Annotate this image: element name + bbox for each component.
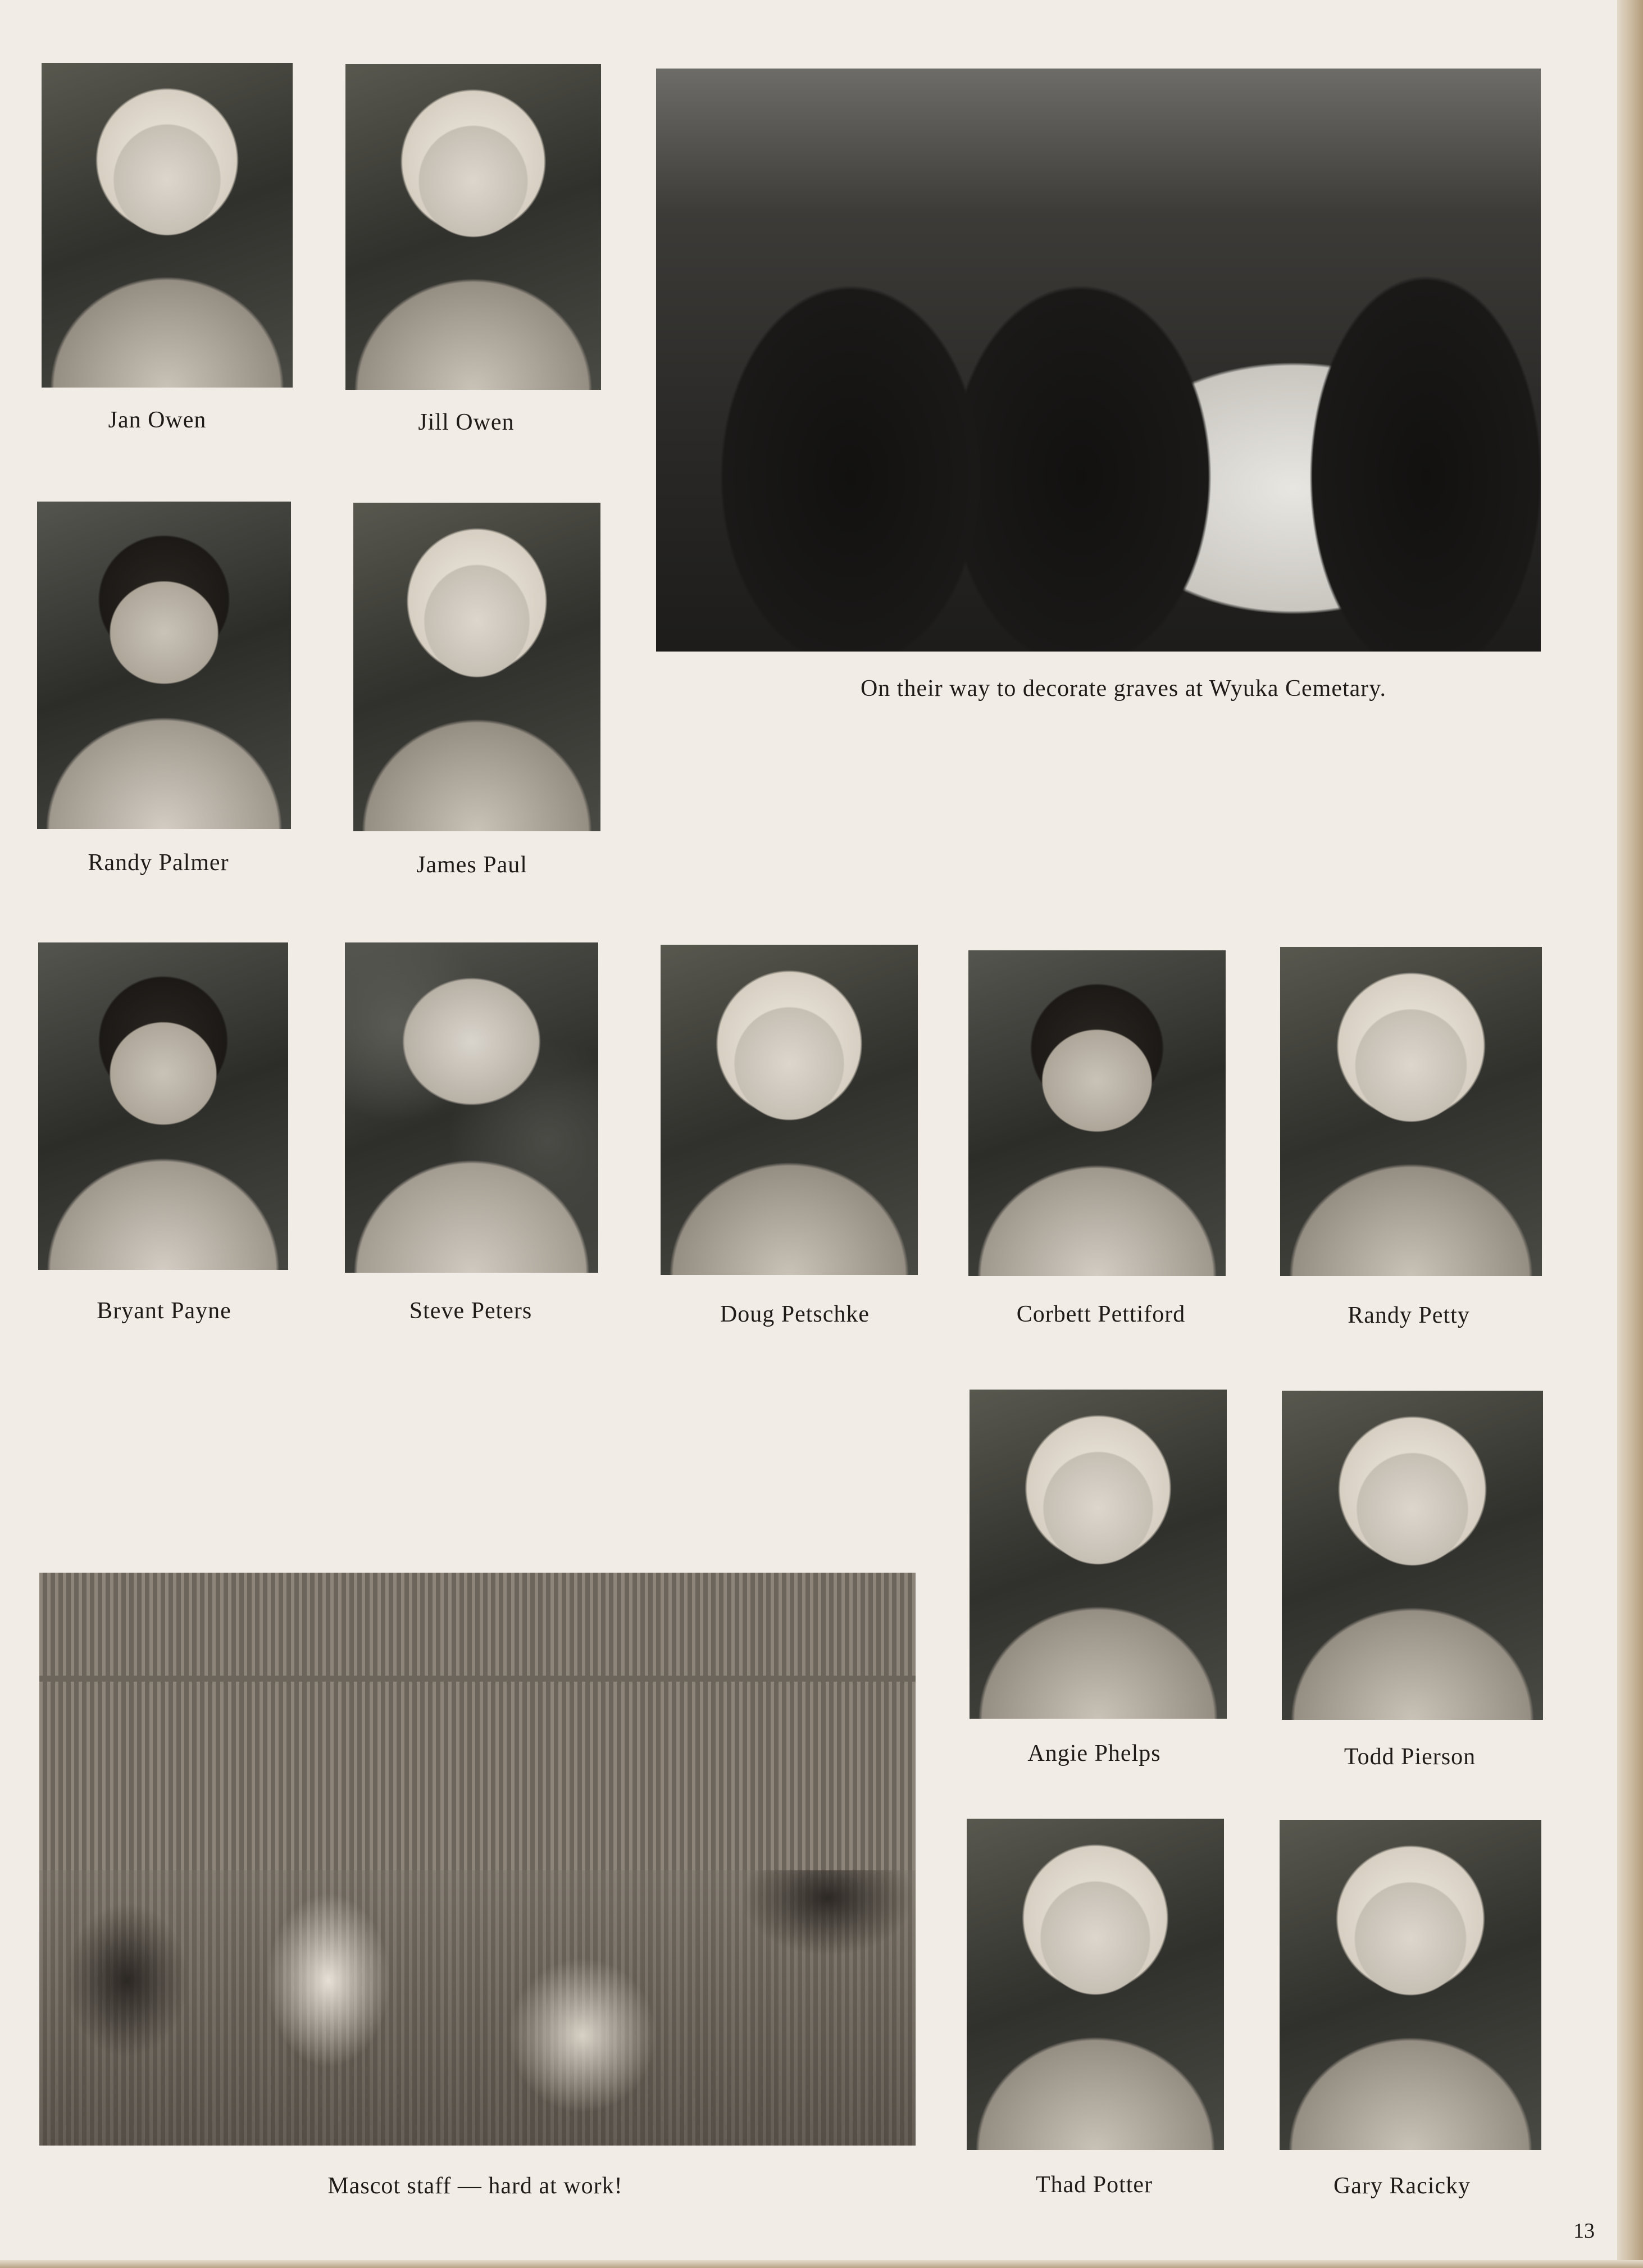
- portrait-photo: [345, 942, 598, 1273]
- portrait-caption: Thad Potter: [1035, 2172, 1153, 2198]
- portrait-photo: [37, 502, 291, 829]
- portrait-caption: Bryant Payne: [97, 1298, 231, 1324]
- portrait-photo: [353, 503, 600, 831]
- group-photo-cemetery: [656, 69, 1541, 652]
- portrait-photo: [970, 1390, 1227, 1719]
- page-edge: [1617, 0, 1643, 2268]
- portrait-caption: Steve Peters: [409, 1298, 533, 1324]
- portrait-photo: [42, 63, 293, 388]
- portrait-photo: [1282, 1391, 1543, 1720]
- portrait-photo: [38, 942, 288, 1270]
- portrait-caption: Corbett Pettiford: [1016, 1301, 1186, 1327]
- portrait-caption: Gary Racicky: [1333, 2173, 1471, 2199]
- portrait-caption: Randy Palmer: [88, 850, 229, 876]
- group-photo-caption: Mascot staff — hard at work!: [327, 2173, 623, 2199]
- portrait-caption: Randy Petty: [1348, 1302, 1470, 1328]
- portrait-photo: [968, 950, 1226, 1276]
- portrait-caption: Jill Owen: [418, 409, 515, 435]
- portrait-caption: Doug Petschke: [720, 1301, 870, 1327]
- portrait-photo: [345, 64, 601, 390]
- page-number: 13: [1573, 2219, 1595, 2243]
- portrait-caption: Todd Pierson: [1344, 1744, 1476, 1770]
- group-photo-mascot-staff: [39, 1573, 916, 2146]
- portrait-caption: Jan Owen: [108, 407, 207, 433]
- portrait-photo: [661, 945, 918, 1275]
- page-bottom-edge: [0, 2260, 1643, 2268]
- portrait-photo: [1280, 947, 1542, 1276]
- group-photo-caption: On their way to decorate graves at Wyuka Cemetary.: [860, 676, 1387, 702]
- portrait-caption: James Paul: [416, 852, 527, 878]
- portrait-photo: [967, 1819, 1224, 2150]
- portrait-photo: [1280, 1820, 1541, 2150]
- portrait-caption: Angie Phelps: [1027, 1741, 1161, 1766]
